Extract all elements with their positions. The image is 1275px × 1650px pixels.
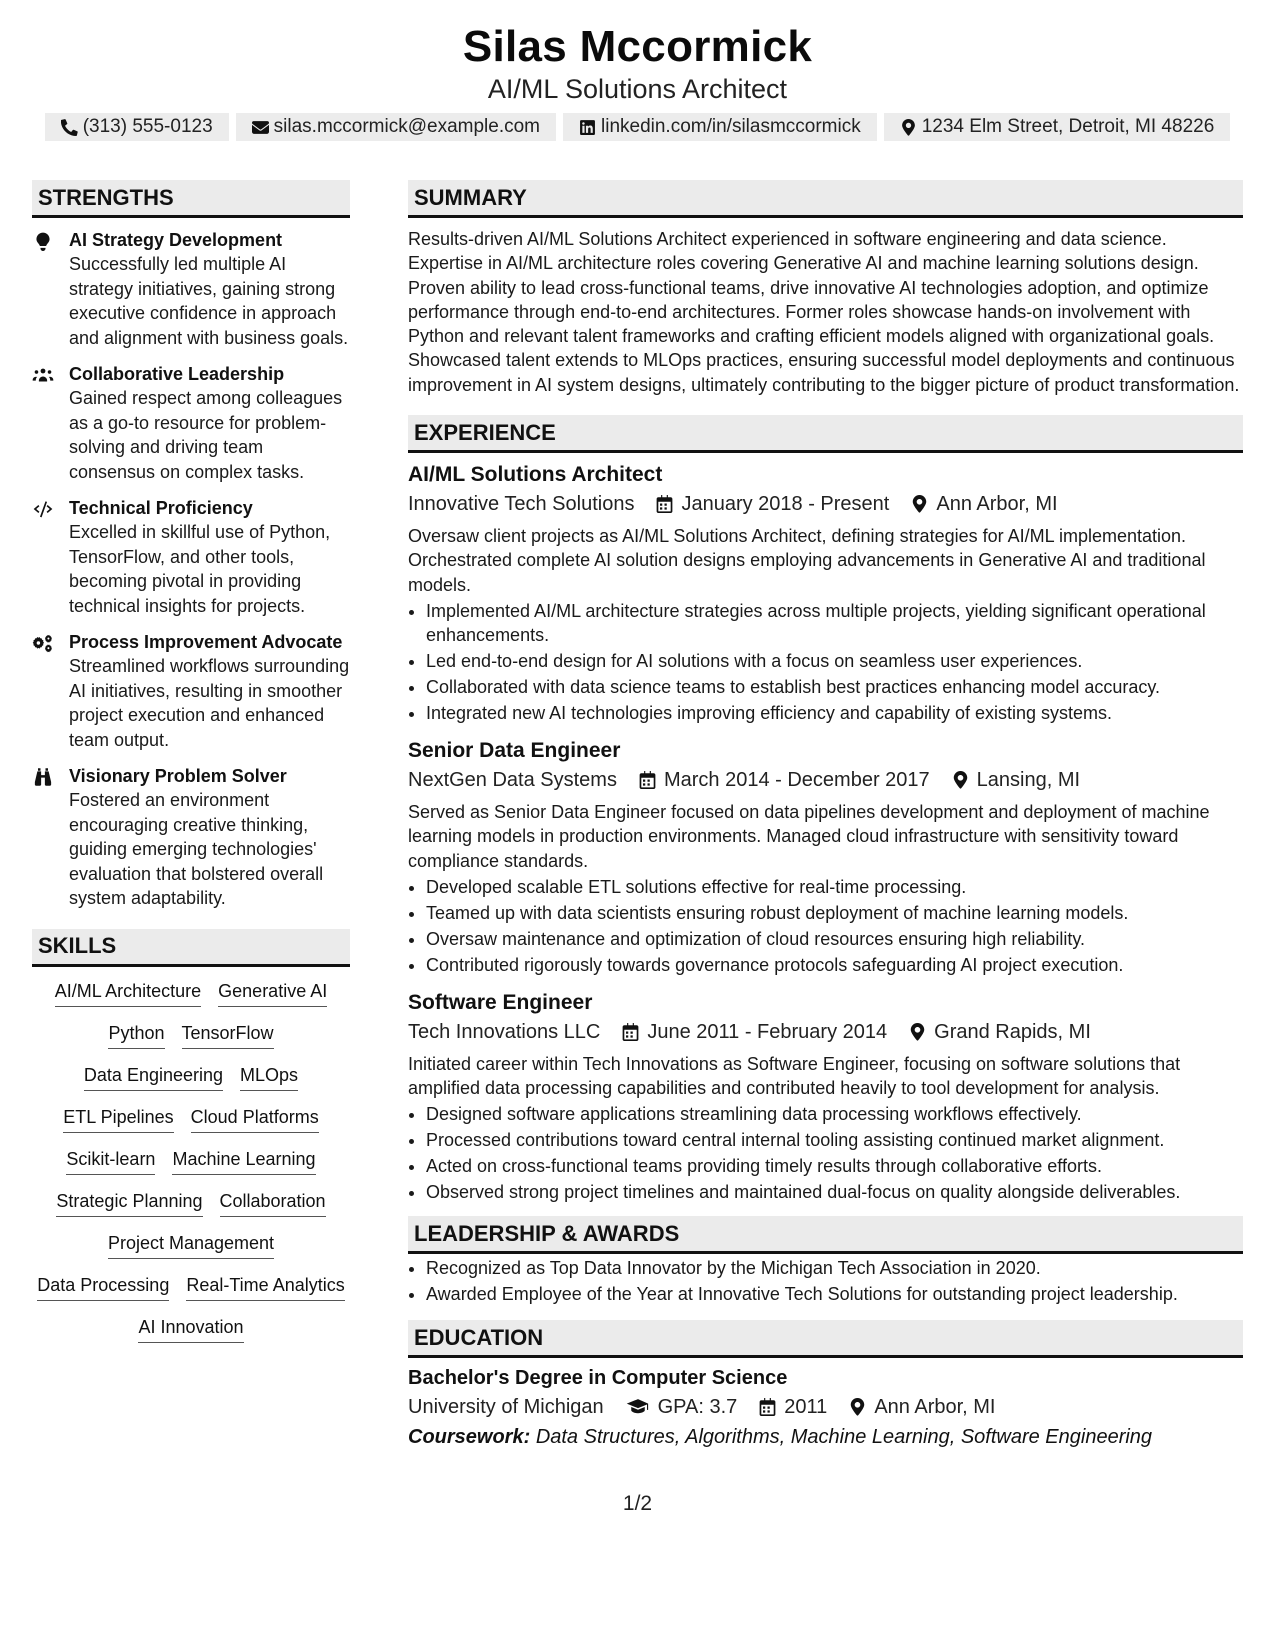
job-bullet: • Implemented AI/ML architecture strategies across multiple projects, yielding significant operational enhancements. (426, 599, 1243, 647)
linkedin-icon (579, 119, 596, 136)
cogs-icon (32, 633, 54, 653)
job-meta (408, 489, 1243, 519)
education-heading: EDUCATION (408, 1320, 1243, 1358)
job-meta (408, 1017, 1243, 1047)
candidate-name: Silas Mccormick (462, 22, 813, 71)
skill-tag: Scikit-learn (66, 1147, 155, 1175)
skill-tag: TensorFlow (182, 1021, 274, 1049)
strength-item (32, 764, 350, 911)
job-description: Served as Senior Data Engineer focused on data pipelines development and deployment of machine learning models in production environments. Managed cloud infrastructure with sensitivity toward compliance standards. (408, 801, 1210, 871)
degree-title: Bachelor's Degree in Computer Science (408, 1367, 788, 1390)
map-marker-icon (900, 119, 917, 136)
job-bullet: • Developed scalable ETL solutions effective for real-time processing. (426, 875, 1243, 899)
candidate-title: AI/ML Solutions Architect (487, 74, 788, 104)
skills-list (32, 979, 350, 1343)
calendar-icon (622, 1023, 639, 1041)
skills-section (32, 929, 350, 1343)
calendar-icon (656, 495, 673, 513)
job-entry (408, 989, 1243, 1205)
award-item: • Awarded Employee of the Year at Innovative Tech Solutions for outstanding project leadership. (426, 1282, 1243, 1306)
skill-tag: ETL Pipelines (63, 1105, 173, 1133)
job-title: AI/ML Solutions Architect (408, 463, 663, 487)
code-icon (32, 499, 54, 519)
strength-item (32, 362, 350, 484)
lightbulb-icon (32, 231, 54, 251)
strength-desc: Streamlined workflows surrounding AI initiatives, resulting in smoother project execution and enhanced team output. (69, 656, 350, 750)
job-bullet: • Contributed rigorously towards governance protocols safeguarding AI project execution. (426, 953, 1243, 977)
job-dates: January 2018 - Present (681, 493, 890, 516)
summary-text: Results-driven AI/ML Solutions Architect experienced in software engineering and data science. Expertise in AI/ML architecture roles covering Generative AI and machine learning solutions design. Proven ability to lead cross-functional teams, drive innovative AI technologies adoption, and optimize performance through end-to-end architectures. Former roles showcase hands-on involvement with Python and relevant talent frameworks and crafting efficient models aligned with organizational goals. Showcased talent extends to MLOps practices, ensuring successful model deployments and continuous improvement in AI system designs, ultimately contributing to the bigger picture of product transformation. (408, 229, 1240, 395)
graduation-cap-icon (626, 1398, 650, 1416)
job-company: Tech Innovations LLC (408, 1020, 601, 1043)
school-location: Ann Arbor, MI (874, 1396, 996, 1419)
right-column (408, 180, 1243, 1452)
job-company: NextGen Data Systems (408, 768, 617, 791)
job-dates: June 2011 - February 2014 (647, 1020, 888, 1043)
map-marker-icon (849, 1398, 866, 1416)
contact-email-text: silas.mccormick@example.com (273, 116, 540, 137)
skill-tag: MLOps (240, 1063, 298, 1091)
job-bullet: • Teamed up with data scientists ensuring robust deployment of machine learning models. (426, 901, 1243, 925)
job-bullets (408, 599, 1243, 725)
summary-heading: SUMMARY (408, 180, 1243, 218)
job-description: Oversaw client projects as AI/ML Solutions Architect, defining strategies for AI/ML implementation. Orchestrated complete AI solution designs employing advancements in Generative AI and traditional models. (408, 526, 1206, 595)
education-meta (408, 1392, 1243, 1422)
coursework-list: Data Structures, Algorithms, Machine Learning, Software Engineering (535, 1426, 1153, 1449)
leadership-section (408, 1216, 1243, 1306)
job-description: Initiated career within Tech Innovations as Software Engineer, focusing on software solutions that amplified data processing capabilities and contributed heavily to tool development for analysis. (408, 1053, 1181, 1099)
strengths-heading: STRENGTHS (32, 180, 350, 218)
calendar-icon (759, 1398, 776, 1416)
strengths-list (32, 228, 350, 911)
contact-bar (0, 113, 1275, 141)
job-bullet: • Collaborated with data science teams to establish best practices enhancing model accuracy. (426, 675, 1243, 699)
map-marker-icon (952, 771, 969, 789)
page-number: 1/2 (622, 1492, 653, 1515)
contact-phone[interactable] (45, 113, 229, 141)
skill-tag: AI Innovation (138, 1315, 243, 1343)
strength-title: Process Improvement Advocate (69, 632, 343, 652)
coursework-label: Coursework: (408, 1426, 531, 1449)
education-section (408, 1320, 1243, 1452)
job-bullet: • Designed software applications streamlining data processing workflows effectively. (426, 1102, 1243, 1126)
strength-title: AI Strategy Development (69, 230, 283, 250)
skill-tag: Data Processing (37, 1273, 169, 1301)
job-entry (408, 737, 1243, 977)
envelope-icon (252, 119, 269, 136)
contact-address (884, 113, 1231, 141)
experience-section (408, 415, 1243, 1204)
strength-desc: Fostered an environment encouraging creative thinking, guiding emerging technologies' evaluation that bolstered overall system adaptability. (69, 790, 324, 908)
contact-email[interactable] (236, 113, 556, 141)
skill-tag: Collaboration (220, 1189, 326, 1217)
leadership-heading: LEADERSHIP & AWARDS (408, 1216, 1243, 1254)
job-location: Ann Arbor, MI (936, 493, 1058, 516)
job-entry (408, 461, 1243, 725)
contact-linkedin[interactable] (563, 113, 877, 141)
skill-tag: AI/ML Architecture (55, 979, 201, 1007)
contact-address-text: 1234 Elm Street, Detroit, MI 48226 (921, 116, 1215, 137)
gpa: GPA: 3.7 (657, 1396, 738, 1419)
job-location: Lansing, MI (976, 768, 1081, 791)
job-title: Software Engineer (408, 990, 593, 1014)
job-bullet: • Oversaw maintenance and optimization of cloud resources ensuring high reliability. (426, 927, 1243, 951)
skills-heading: SKILLS (32, 929, 350, 967)
leadership-list (408, 1256, 1243, 1306)
job-company: Innovative Tech Solutions (408, 493, 635, 516)
contact-linkedin-text: linkedin.com/in/silasmccormick (601, 116, 861, 137)
calendar-icon (639, 771, 656, 789)
skill-tag: Generative AI (218, 979, 327, 1007)
strength-title: Visionary Problem Solver (69, 766, 287, 786)
strength-desc: Excelled in skillful use of Python, TensorFlow, and other tools, becoming pivotal in providing technical insights for projects. (69, 522, 331, 616)
strength-item (32, 630, 350, 752)
job-bullet: • Led end-to-end design for AI solutions with a focus on seamless user experiences. (426, 649, 1243, 673)
job-bullet: • Acted on cross-functional teams providing timely results through collaborative efforts. (426, 1154, 1243, 1178)
job-bullet: • Processed contributions toward central internal tooling assisting continued market alignment. (426, 1128, 1243, 1152)
left-column (32, 180, 350, 1343)
strength-title: Technical Proficiency (69, 498, 253, 518)
skill-tag: Strategic Planning (56, 1189, 202, 1217)
strength-desc: Gained respect among colleagues as a go-to resource for problem-solving and driving team consensus on complex tasks. (69, 388, 343, 482)
job-bullets (408, 875, 1243, 977)
contact-phone-text: (313) 555-0123 (82, 116, 213, 137)
skill-tag: Machine Learning (172, 1147, 315, 1175)
strength-item (32, 228, 350, 350)
map-marker-icon (909, 1023, 926, 1041)
strength-desc: Successfully led multiple AI strategy initiatives, gaining strong executive confidence in approach and alignment with business goals. (69, 254, 349, 348)
skill-tag: Python (108, 1021, 164, 1049)
job-meta (408, 765, 1243, 795)
users-icon (32, 365, 54, 385)
strength-item (32, 496, 350, 618)
skill-tag: Cloud Platforms (191, 1105, 319, 1133)
strength-title: Collaborative Leadership (69, 364, 285, 384)
award-item: • Recognized as Top Data Innovator by the Michigan Tech Association in 2020. (426, 1256, 1243, 1280)
skill-tag: Project Management (108, 1231, 274, 1259)
binoculars-icon (32, 767, 54, 787)
map-marker-icon (911, 495, 928, 513)
skill-tag: Data Engineering (84, 1063, 223, 1091)
graduation-year: 2011 (784, 1396, 828, 1419)
job-title: Senior Data Engineer (408, 738, 621, 762)
phone-icon (61, 119, 78, 136)
job-location: Grand Rapids, MI (934, 1020, 1091, 1043)
experience-heading: EXPERIENCE (408, 415, 1243, 453)
job-bullets (408, 1102, 1243, 1204)
school-name: University of Michigan (408, 1396, 604, 1419)
job-bullet: • Integrated new AI technologies improving efficiency and capability of existing systems. (426, 701, 1243, 725)
coursework (408, 1422, 1243, 1452)
job-bullet: • Observed strong project timelines and maintained dual-focus on quality alongside deliverables. (426, 1180, 1243, 1204)
skill-tag: Real-Time Analytics (186, 1273, 344, 1301)
job-dates: March 2014 - December 2017 (663, 768, 930, 791)
